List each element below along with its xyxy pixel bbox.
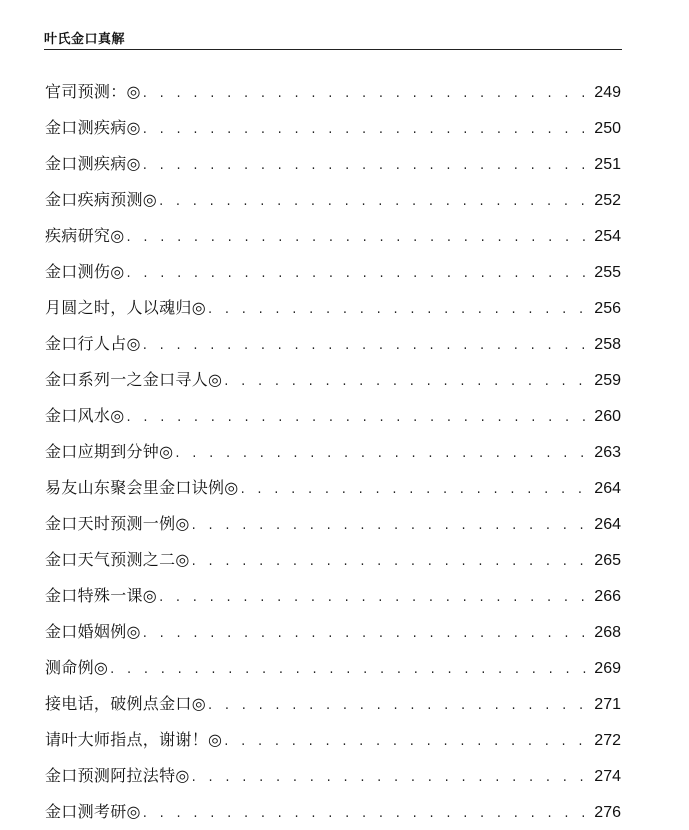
toc-entry-page: 265 [594, 552, 621, 569]
toc-entry[interactable] [45, 362, 621, 398]
toc-entry[interactable] [45, 290, 621, 326]
toc-entry[interactable] [45, 686, 621, 722]
dot-leader [224, 364, 588, 398]
toc-entry[interactable] [45, 146, 621, 182]
dot-leader [143, 796, 588, 830]
toc-entry-title: 金口疾病预测◎ [45, 190, 158, 209]
toc-entry[interactable] [45, 614, 621, 650]
dot-leader [159, 580, 588, 614]
toc-entry[interactable] [45, 650, 621, 686]
toc-entry-title: 金口天时预测一例◎ [45, 514, 190, 533]
table-of-contents [45, 74, 621, 830]
toc-entry-page: 251 [594, 156, 621, 173]
toc-entry[interactable] [45, 470, 621, 506]
dot-leader [208, 292, 588, 326]
toc-entry-page: 258 [594, 336, 621, 353]
dot-leader [126, 400, 588, 434]
toc-entry-title: 接电话，破例点金口◎ [45, 694, 206, 713]
toc-entry-page: 274 [594, 768, 621, 785]
toc-entry-title: 金口婚姻例◎ [45, 622, 141, 641]
toc-entry[interactable] [45, 722, 621, 758]
toc-entry-page: 256 [594, 300, 621, 317]
toc-entry-title: 金口行人占◎ [45, 334, 141, 353]
toc-entry-title: 金口应期到分钟◎ [45, 442, 174, 461]
toc-entry-title: 测命例◎ [45, 658, 109, 677]
toc-entry-title: 易友山东聚会里金口诀例◎ [45, 478, 239, 497]
toc-entry-page: 263 [594, 444, 621, 461]
toc-entry-title: 金口风水◎ [45, 406, 125, 425]
toc-entry-page: 264 [594, 516, 621, 533]
toc-entry[interactable] [45, 218, 621, 254]
toc-entry[interactable] [45, 794, 621, 830]
toc-entry-title: 金口测伤◎ [45, 262, 125, 281]
running-header [44, 27, 622, 50]
toc-entry[interactable] [45, 578, 621, 614]
toc-entry-page: 272 [594, 732, 621, 749]
toc-entry-page: 254 [594, 228, 621, 245]
dot-leader [143, 328, 588, 362]
toc-entry-page: 250 [594, 120, 621, 137]
dot-leader [175, 436, 588, 470]
toc-entry[interactable] [45, 110, 621, 146]
toc-entry[interactable] [45, 74, 621, 110]
toc-entry-page: 266 [594, 588, 621, 605]
toc-entry-title: 疾病研究◎ [45, 226, 125, 245]
toc-entry-title: 金口测考研◎ [45, 802, 141, 821]
toc-entry[interactable] [45, 758, 621, 794]
toc-entry-page: 260 [594, 408, 621, 425]
toc-entry-page: 268 [594, 624, 621, 641]
toc-entry-title: 官司预测：◎ [45, 82, 141, 101]
toc-entry-title: 金口特殊一课◎ [45, 586, 158, 605]
dot-leader [143, 616, 588, 650]
toc-entry-page: 269 [594, 660, 621, 677]
toc-entry-title: 金口天气预测之二◎ [45, 550, 190, 569]
dot-leader [143, 76, 588, 110]
dot-leader [192, 508, 588, 542]
book-title: 叶氏金口真解 [44, 32, 126, 47]
toc-entry-title: 金口系列一之金口寻人◎ [45, 370, 223, 389]
toc-entry-page: 255 [594, 264, 621, 281]
toc-entry-page: 276 [594, 804, 621, 821]
toc-entry[interactable] [45, 326, 621, 362]
toc-entry-title: 金口测疾病◎ [45, 154, 141, 173]
toc-entry[interactable] [45, 506, 621, 542]
toc-entry-title: 请叶大师指点，谢谢！◎ [45, 730, 223, 749]
toc-entry[interactable] [45, 254, 621, 290]
dot-leader [241, 472, 588, 506]
toc-entry[interactable] [45, 398, 621, 434]
toc-entry-title: 月圆之时，人以魂归◎ [45, 298, 206, 317]
toc-entry-page: 264 [594, 480, 621, 497]
dot-leader [110, 652, 588, 686]
dot-leader [159, 184, 588, 218]
toc-entry-title: 金口测疾病◎ [45, 118, 141, 137]
dot-leader [192, 544, 588, 578]
dot-leader [126, 256, 588, 290]
toc-entry-page: 252 [594, 192, 621, 209]
toc-entry-page: 271 [594, 696, 621, 713]
dot-leader [224, 724, 588, 758]
toc-entry-page: 259 [594, 372, 621, 389]
dot-leader [143, 112, 588, 146]
dot-leader [143, 148, 588, 182]
toc-entry[interactable] [45, 182, 621, 218]
toc-entry[interactable] [45, 434, 621, 470]
dot-leader [126, 220, 588, 254]
dot-leader [208, 688, 588, 722]
dot-leader [192, 760, 588, 794]
toc-entry-page: 249 [594, 84, 621, 101]
toc-entry[interactable] [45, 542, 621, 578]
toc-entry-title: 金口预测阿拉法特◎ [45, 766, 190, 785]
